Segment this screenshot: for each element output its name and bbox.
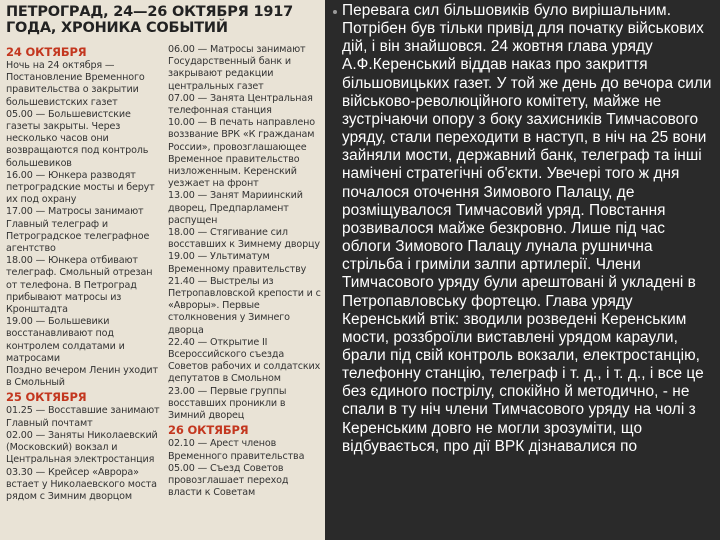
- bullet-icon: [333, 10, 337, 14]
- chronicle-entry: 02.00 — Заняты Николаевский (Московский) вокзал и Центральная электростанция: [6, 429, 158, 466]
- text-panel: [342, 0, 714, 540]
- chronicle-entry: 23.00 — Первые группы восставших проникли в Зимний дворец: [168, 385, 287, 422]
- chronicle-entry: 10.00 — В печать направлено воззвание ВРК «К гражданам России», провозглашающее Временное правительство низложенным. Керенский уезжает на фронт: [168, 117, 315, 190]
- chronicle-date-heading: 24 ОКТЯБРЯ: [6, 45, 87, 59]
- chronicle-entry: 17.00 — Матросы занимают Главный телеграф и Петроградское телеграфное агентство: [6, 206, 150, 255]
- chronicle-column-left: [6, 44, 161, 503]
- chronicle-entry: 05.00 — Большевистские газеты закрыты. Через несколько часов они возвращаются под контроль большевиков: [6, 108, 149, 169]
- chronicle-entry: 19.00 — Большевики восстанавливают под контролем солдатами и матросами: [6, 316, 125, 364]
- chronicle-date-heading: 25 ОКТЯБРЯ: [6, 390, 87, 405]
- chronicle-entry: 18.00 — Юнкера отбивают телеграф. Смольный отрезан от телефона. В Петроград прибывают матросы из Кронштадта: [6, 255, 153, 316]
- chronicle-date-heading: 26 ОКТЯБРЯ: [168, 423, 249, 438]
- chronicle-image: [0, 0, 325, 540]
- chronicle-title: ПЕТРОГРАД, 24—26 ОКТЯБРЯ 1917 ГОДА, ХРОНИКА СОБЫТИЙ: [6, 4, 294, 36]
- chronicle-entry: Поздно вечером Ленин уходит в Смольный: [6, 365, 158, 389]
- chronicle-entry: 07.00 — Занята Центральная телефонная станция: [168, 92, 313, 117]
- chronicle-entry: Ночь на 24 октября — Постановление Временного правительства о закрытии большевистских газет: [6, 60, 145, 108]
- chronicle-entry: 02.10 — Арест членов Временного правительства: [168, 438, 305, 462]
- chronicle-entry: 05.00 — Съезд Советов провозглашает переход власти к Советам: [168, 462, 289, 499]
- chronicle-entry: 16.00 — Юнкера разводят петроградские мосты и берут их под охрану: [6, 169, 155, 206]
- chronicle-entry: 13.00 — Занят Мариинский дворец, Предпарламент распущен: [168, 190, 303, 226]
- chronicle-entry: 19.00 — Ультиматум Временному правительству: [168, 251, 307, 275]
- chronicle-entry: 22.40 — Открытие II Всероссийского съезда Советов рабочих и солдатских депутатов в Смольном: [168, 336, 321, 385]
- chronicle-column-right: [168, 44, 323, 499]
- chronicle-entry: 01.25 — Восставшие занимают Главный почтамт: [6, 405, 160, 429]
- chronicle-entry: 03.30 — Крейсер «Аврора» встает у Николаевского моста рядом с Зимним дворцом: [6, 466, 157, 502]
- chronicle-entry: 21.40 — Выстрелы из Петропавловской крепости и с «Авроры». Первые столкновения у Зимнего дворца: [168, 275, 321, 336]
- bullet-paragraph: Перевага сил більшовиків було вирішальним. Потрібен був тільки привід для початку військових дій, і він знайшовся. 24 жовтня глава уряду А.Ф.Керенський віддав наказ про закриття більшовицьких газет. У той же день до вечора сили військово-революційного комітету, майже не зустрічаючи опору з боку захисників Тимчасового уряду, стали переходити в наступ, в ніч на 25 вони зайняли мости, державний банк, телеграф та інші намічені стратегічні об'єкти. Увечері того ж дня почалося оточення Зимового Палацу, де розміщувалося Тимчасовий уряд. Повстання розвивалося майже безкровно. Лише під час облоги Зимового Палацу лунала рушнична стрільба і гриміли залпи артилерії. Члени Тимчасового уряду були арештовані й укладені в Петропавловську фортецю. Глава уряду Керенський втік: зводили розведені Керенським мости, роззброїли виставлені урядом караули, брали під свій контроль вокзали, електростанцію, телефонну станцію, телеграф і т. д., і т. д., і все це без єдиного пострілу, спокійно й методично, - не спали в ту ніч члени Тимчасового уряду на чолі з Керенським довго не могли зрозуміти, що відбувається, про дії ВРК дізнавалися по: [342, 2, 712, 455]
- chronicle-entry: 06.00 — Матросы занимают Государственный банк и закрывают редакции центральных газет: [168, 44, 306, 92]
- chronicle-entry: 18.00 — Стягивание сил восставших к Зимнему дворцу: [168, 227, 320, 251]
